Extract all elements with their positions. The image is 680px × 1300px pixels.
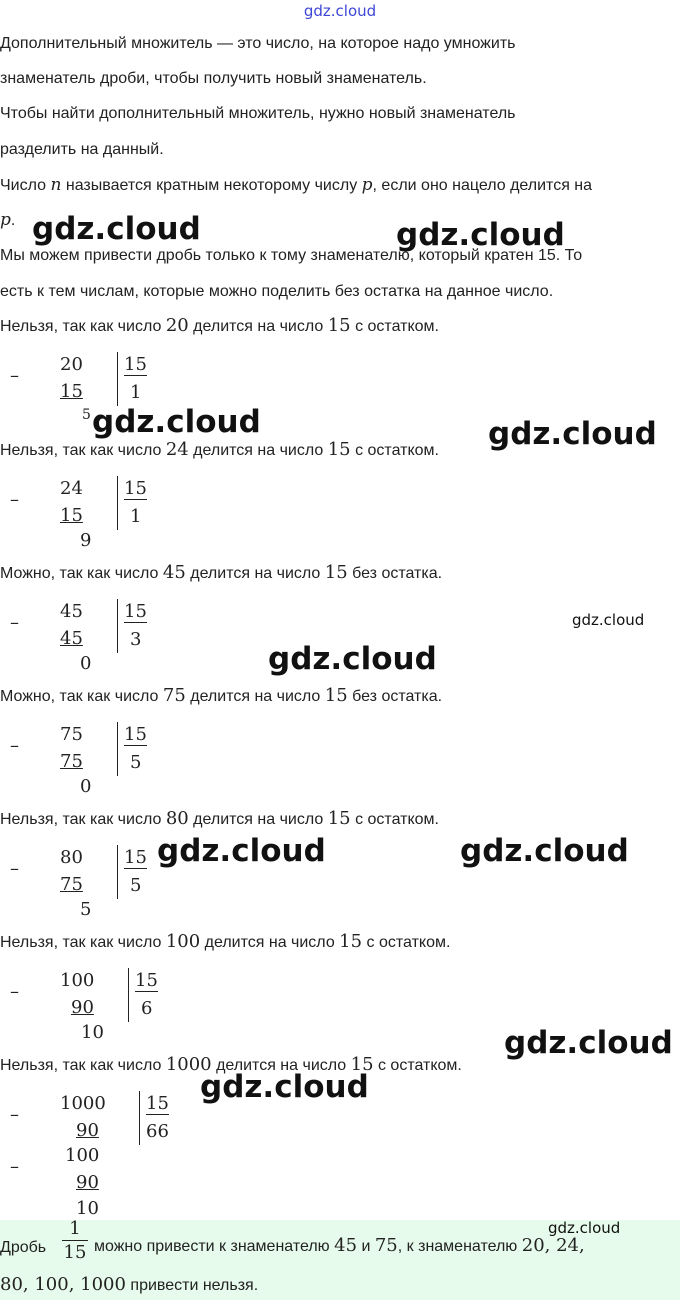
text-segment: можно привести к знаменателю [94,1238,335,1255]
fraction [62,1218,88,1265]
quotient: 6 [141,998,153,1019]
watermark: gdz.cloud [200,1069,369,1105]
remainder: 10 [81,1022,104,1043]
text-segment: Нельзя, так как число [0,811,166,828]
math-number: 15 [350,1054,374,1075]
math-number: 75 [162,685,186,706]
case-statement [0,440,439,461]
minus-sign: – [10,1156,19,1177]
division-bar [139,1091,140,1145]
conclusion-line-1b [94,1236,585,1257]
watermark: gdz.cloud [32,211,201,247]
math-number: 15 [327,315,351,336]
text-segment: с остатком. [373,1057,462,1074]
division-bar [117,722,118,776]
text-segment: Нельзя, так как число [0,318,166,335]
remainder: 5 [82,407,91,423]
quotient: 5 [130,875,142,896]
case-statement [0,686,442,707]
dividend: 80 [60,847,83,868]
quotient: 1 [130,382,142,403]
long-division [0,474,200,564]
minus-sign: – [10,612,19,633]
dividend: 75 [60,724,83,745]
text-segment: делится на число [185,565,325,582]
fraction-numerator: 1 [62,1218,88,1241]
math-number: 45 [162,562,186,583]
watermark: gdz.cloud [548,1219,621,1237]
case-statement [0,932,450,953]
watermark: gdz.cloud [488,416,657,452]
dividend: 24 [60,478,83,499]
math-p: p [361,175,373,195]
dividend: 45 [60,601,83,622]
quotient: 1 [130,506,142,527]
math-number: 75 [374,1235,398,1256]
division-bar [117,599,118,653]
text-segment: делится на число [188,811,328,828]
partial-remainder: 100 [65,1145,100,1166]
conclusion-line-1 [0,1238,46,1258]
subtrahend: 90 [71,997,94,1018]
intro-line-5 [0,175,592,196]
quotient: 3 [130,629,142,650]
quotient: 66 [146,1121,169,1142]
math-number: 20 [165,315,189,336]
subtrahend: 45 [60,628,83,649]
subtrahend: 15 [60,505,83,526]
dividend: 1000 [60,1093,106,1114]
long-division [0,720,200,810]
divisor: 15 [124,601,147,622]
subtrahend: 15 [60,381,83,402]
dividend: 100 [60,970,95,991]
intro-line-1: Дополнительный множитель — это число, на которое надо умножить [0,35,516,52]
text-segment: , если оно нацело делится на [372,177,593,194]
subtrahend: 75 [60,751,83,772]
fraction-denominator: 15 [63,1242,87,1263]
subtrahend: 90 [76,1120,99,1141]
math-number: 100 [165,931,201,952]
math-number: 24 [165,439,189,460]
watermark: gdz.cloud [396,217,565,253]
long-division [0,1089,200,1219]
text-segment: Нельзя, так как число [0,934,166,951]
math-number-list: 80, 100, 1000 [0,1274,126,1295]
math-n: n [50,175,62,195]
text-segment: Можно, так как число [0,688,163,705]
long-division [0,966,200,1056]
text-segment: Можно, так как число [0,565,163,582]
text-segment: делится на число [211,1057,351,1074]
math-number: 15 [324,562,348,583]
watermark: gdz.cloud [268,641,437,677]
text-segment: без остатка. [347,565,443,582]
text-segment: называется кратным некоторому числу [61,177,362,194]
math-number: 45 [334,1235,358,1256]
math-number-list: 20, 24, [521,1235,585,1256]
dividend: 20 [60,354,83,375]
text-segment: без остатка. [347,688,443,705]
division-bar [128,968,129,1022]
remainder: 10 [76,1198,99,1219]
watermark: gdz.cloud [572,611,645,629]
text-segment: Число [0,177,51,194]
intro-line-4: разделить на данный. [0,141,164,158]
math-number: 1000 [165,1054,212,1075]
long-division [0,597,200,687]
watermark: gdz.cloud [460,833,629,869]
subtrahend: 75 [60,874,83,895]
text-segment: делится на число [200,934,340,951]
text-segment: , к знаменателю [397,1238,522,1255]
text-segment: Нельзя, так как число [0,442,166,459]
subtrahend: 90 [76,1172,99,1193]
minus-sign: – [10,735,19,756]
intro-line-2: знаменатель дроби, чтобы получить новый знаменатель. [0,70,427,87]
text-segment: и [357,1238,375,1255]
watermark: gdz.cloud [504,1025,673,1061]
math-p: p [0,210,11,230]
remainder: 9 [80,530,92,551]
remainder: 0 [80,776,92,797]
text-segment: . [10,212,16,229]
math-number: 15 [327,808,351,829]
divisor: 15 [124,724,147,745]
divisor: 15 [124,478,147,499]
text-segment: с остатком. [350,811,439,828]
text-segment: делится на число [185,688,325,705]
header-logo[interactable]: gdz.cloud [303,2,377,20]
minus-sign: – [10,1104,19,1125]
math-number: 15 [339,931,363,952]
math-number: 15 [327,439,351,460]
case-statement [0,563,442,584]
quotient: 5 [130,752,142,773]
intro-line-8: есть к тем числам, которые можно поделить без остатка на данное число. [0,283,554,300]
text-segment: Нельзя, так как число [0,1057,166,1074]
remainder: 0 [80,653,92,674]
watermark: gdz.cloud [92,404,261,440]
watermark: gdz.cloud [157,833,326,869]
minus-sign: – [10,981,19,1002]
divisor: 15 [124,354,147,375]
remainder: 5 [80,899,92,920]
intro-line-3: Чтобы найти дополнительный множитель, нужно новый знаменатель [0,105,516,122]
case-statement [0,809,439,830]
intro-line-6 [0,210,15,231]
divisor: 15 [124,847,147,868]
minus-sign: – [10,858,19,879]
division-bar [117,845,118,899]
text-segment: Дробь [0,1239,47,1256]
conclusion-line-2 [0,1275,258,1296]
divisor: 15 [146,1093,169,1114]
text-segment: с остатком. [362,934,451,951]
division-bar [117,352,118,406]
minus-sign: – [10,365,19,386]
case-statement [0,316,439,337]
division-bar [117,476,118,530]
text-segment: привести нельзя. [125,1277,259,1294]
text-segment: делится на число [188,318,328,335]
text-segment: с остатком. [350,442,439,459]
text-segment: делится на число [188,442,328,459]
divisor: 15 [135,970,158,991]
intro-line-7: Мы можем привести дробь только к тому знаменателю, который кратен 15. То [0,247,583,264]
text-segment: с остатком. [350,318,439,335]
math-number: 15 [324,685,348,706]
math-number: 80 [165,808,189,829]
minus-sign: – [10,489,19,510]
